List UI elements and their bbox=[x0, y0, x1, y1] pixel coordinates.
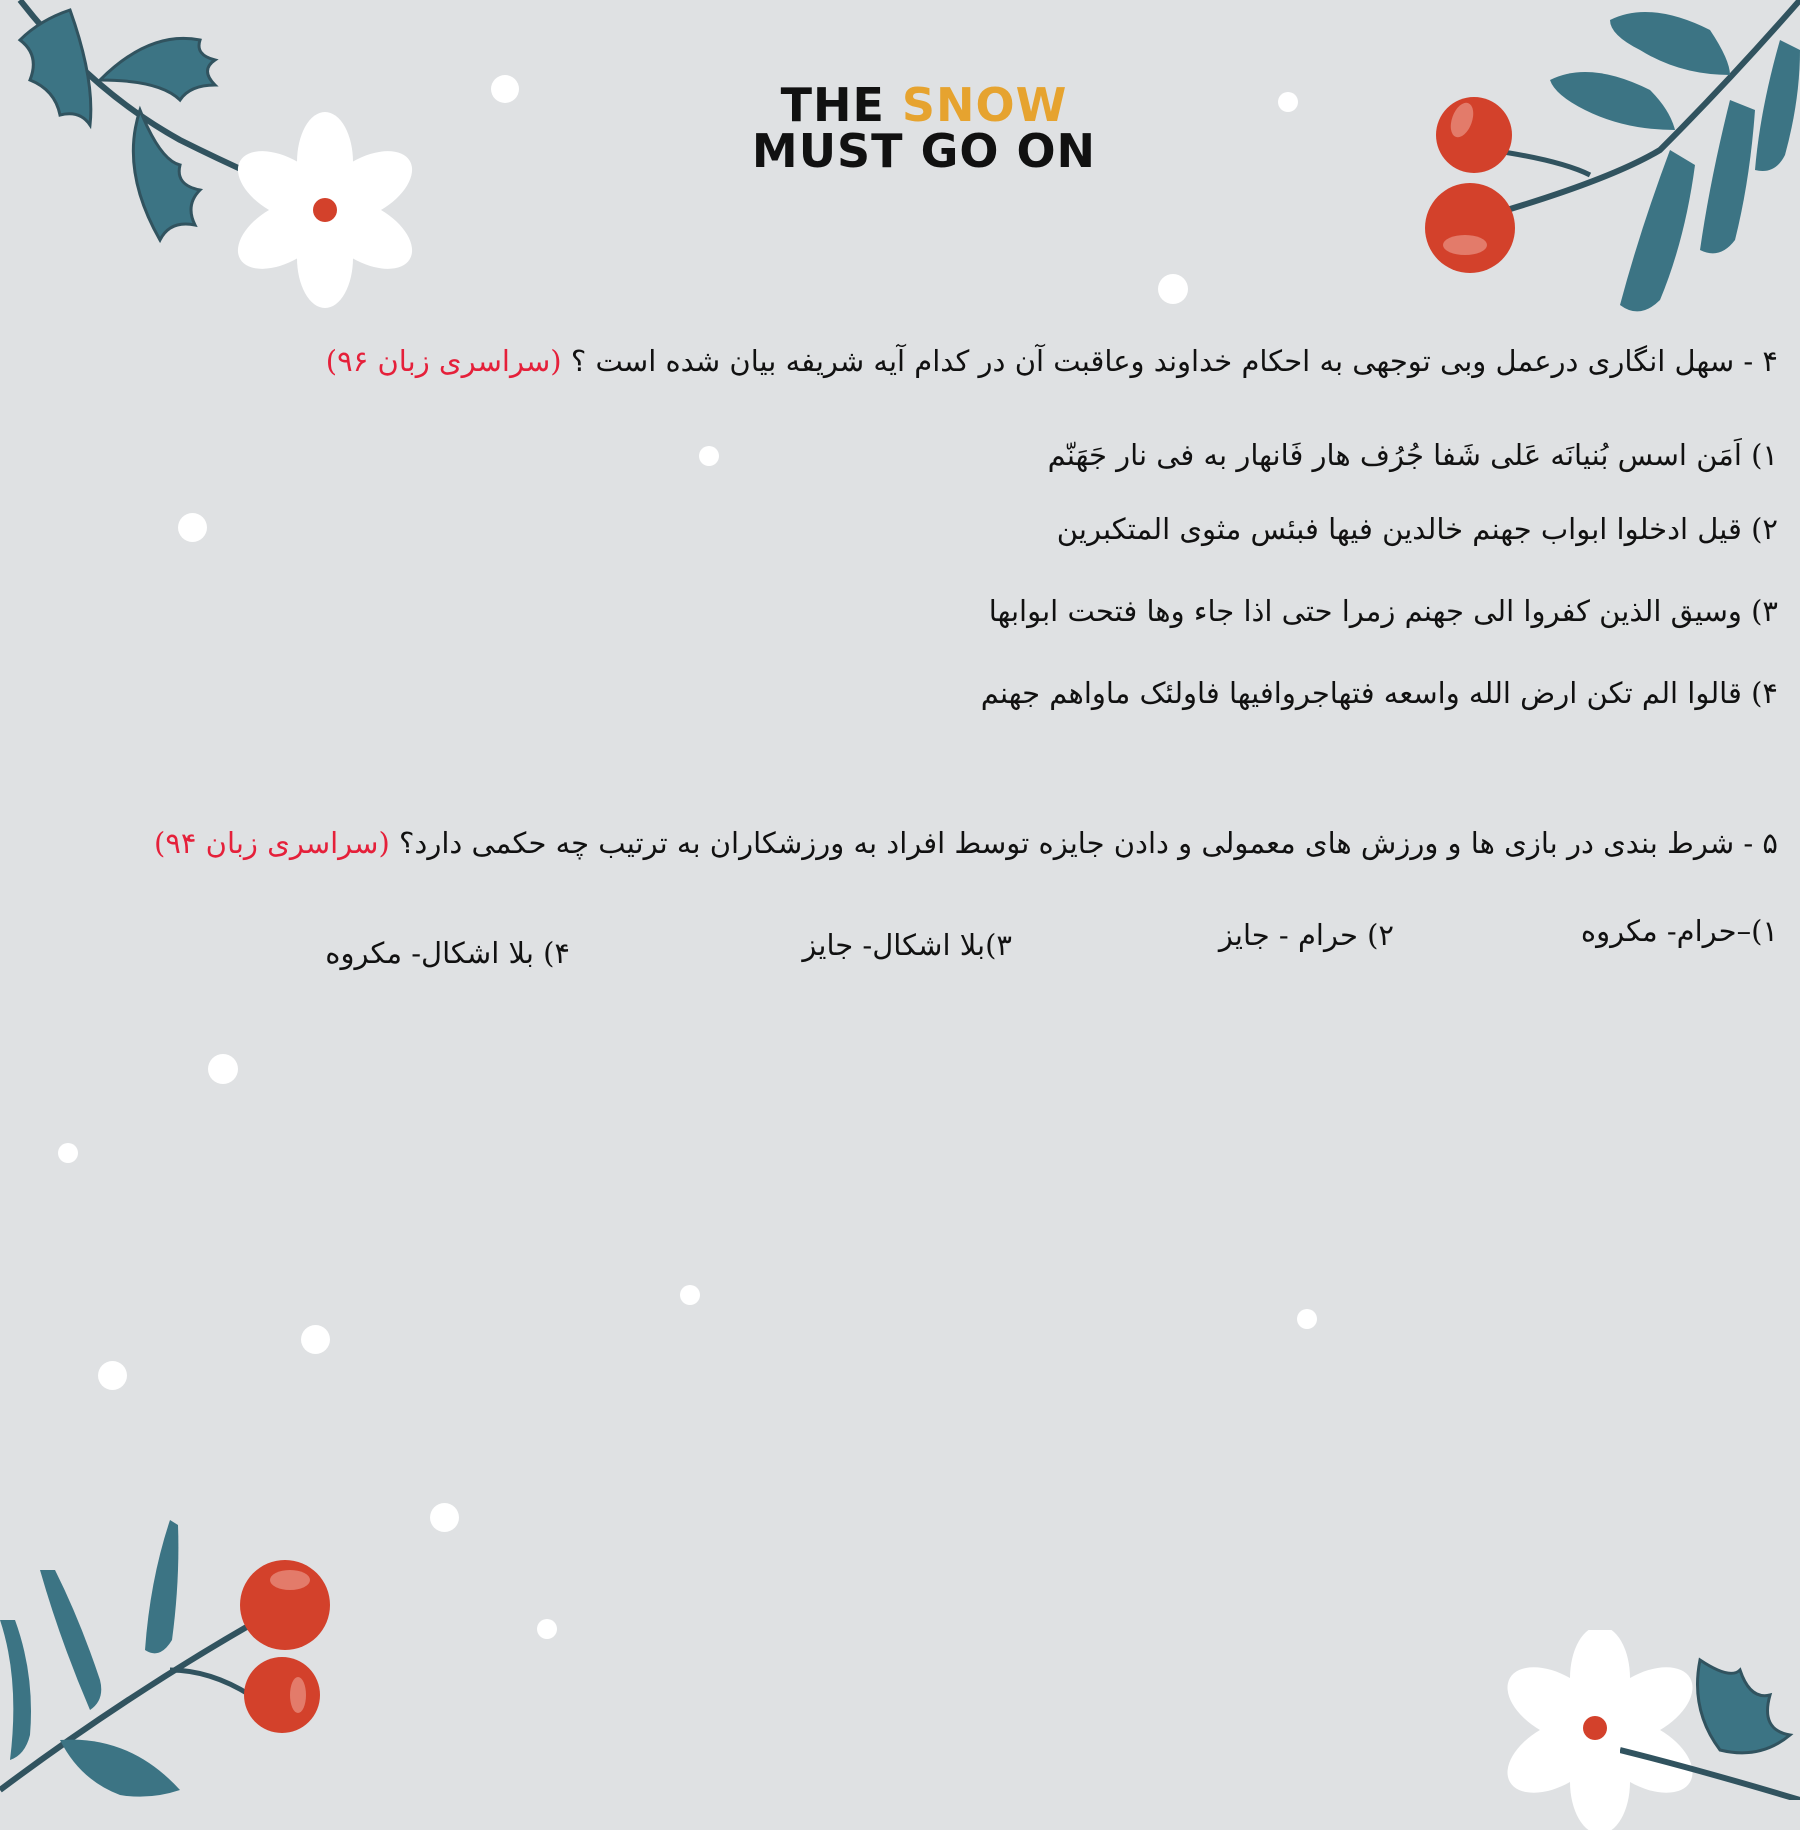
question-4-option-1: ۱) اَمَن اسس بُنیانَه عَلی شَفا جُرُف هار فَانهار به فی نار جَهَنّم bbox=[1047, 438, 1778, 472]
snow-dot bbox=[430, 1503, 459, 1532]
snow-dot bbox=[178, 513, 207, 542]
logo-word-snow: SNOW bbox=[901, 78, 1068, 132]
snow-dot bbox=[208, 1054, 238, 1084]
snow-dot bbox=[58, 1143, 78, 1163]
question-5-source: (سراسری زبان ۹۴) bbox=[153, 826, 390, 860]
title-logo bbox=[0, 78, 1800, 178]
question-4-option-4: ۴) قالوا الم تکن ارض الله واسعه فتهاجروافیها فاولئک ماواهم جهنم bbox=[980, 676, 1778, 710]
holly-branch-bottom-right bbox=[1620, 1640, 1800, 1800]
snow-dot bbox=[1158, 274, 1188, 304]
flower-center bbox=[1583, 1716, 1607, 1740]
question-5-option-4: ۴) بلا اشکال- مکروه bbox=[325, 936, 570, 970]
question-4-text: ۴ - سهل انگاری درعمل وبی توجهی به احکام خداوند وعاقبت آن در کدام آیه شریفه بیان شده است ؟ bbox=[561, 344, 1778, 378]
question-5-text: ۵ - شرط بندی در بازی ها و ورزش های معمولی و دادن جایزه توسط افراد به ورزشکاران به ترتیب چه حکمی دارد؟ bbox=[389, 826, 1778, 860]
question-5-option-3: ۳)بلا اشکال- جایز bbox=[802, 928, 1012, 962]
berry-branch-bottom-left bbox=[0, 1500, 350, 1800]
snow-dot bbox=[537, 1619, 557, 1639]
question-5-stem bbox=[154, 826, 1778, 860]
logo-word-the: THE bbox=[780, 78, 885, 132]
snow-dot bbox=[301, 1325, 330, 1354]
question-5-option-1: ۱)–حرام- مکروه bbox=[1580, 914, 1778, 948]
snow-dot bbox=[680, 1285, 700, 1305]
question-4-source: (سراسری زبان ۹۶) bbox=[325, 344, 562, 378]
logo-line-1 bbox=[0, 78, 1800, 132]
question-4-option-3: ۳) وسیق الذین کفروا الی جهنم زمرا حتی اذا جاء وها فتحت ابوابها bbox=[988, 594, 1778, 628]
question-4-stem bbox=[326, 344, 1778, 378]
snow-dot bbox=[98, 1361, 127, 1390]
snow-dot bbox=[1297, 1309, 1317, 1329]
logo-line-2: MUST GO ON bbox=[751, 124, 1097, 178]
question-5-option-2: ۲) حرام - جایز bbox=[1218, 918, 1394, 952]
question-4-option-2: ۲) قیل ادخلوا ابواب جهنم خالدین فیها فبئس مثوی المتکبرین bbox=[1056, 512, 1778, 546]
snow-dot bbox=[699, 446, 719, 466]
